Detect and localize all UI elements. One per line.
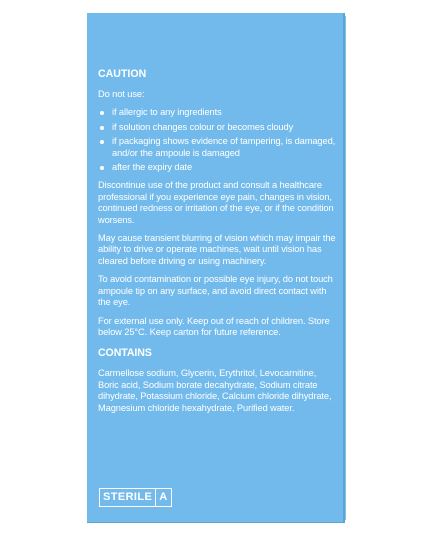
caution-heading: CAUTION — [98, 68, 147, 80]
caution-bullet-text: after the expiry date — [112, 162, 193, 173]
caution-bullet-text: if solution changes colour or becomes cloudy — [112, 121, 294, 132]
carton-panel — [87, 13, 345, 523]
caution-bullet — [98, 136, 336, 159]
caution-bullet-text: if packaging shows evidence of tampering, is damaged, and/or the ampoule is damaged — [112, 136, 336, 158]
caution-paragraph-storage: For external use only. Keep out of reach of children. Store below 25°C. Keep carton for future reference. — [98, 315, 330, 337]
caution-paragraph-blurring: May cause transient blurring of vision which may impair the ability to drive or operate machines, wait until vision has cleared before driving or using machinery. — [98, 233, 336, 266]
caution-paragraph-contamination: To avoid contamination or possible eye injury, do not touch ampoule tip on any surface, and avoid direct contact with the eye. — [98, 274, 333, 308]
sterile-badge-mark: A — [155, 489, 170, 506]
caution-bullet — [98, 162, 336, 173]
bullet-dot-icon — [100, 140, 104, 144]
caution-paragraph-discontinue: Discontinue use of the product and consult a healthcare professional if you experience eye pain, changes in vision, continued redness or irritation of the eye, or if the condition worsens. — [98, 180, 334, 225]
caution-bullet-text: if allergic to any ingredients — [112, 107, 222, 118]
contains-heading: CONTAINS — [98, 347, 152, 360]
bullet-dot-icon — [100, 126, 104, 130]
caution-bullet-list — [98, 107, 336, 173]
caution-bullet — [98, 107, 336, 118]
caution-bullet — [98, 122, 336, 133]
sterile-badge — [99, 488, 172, 507]
contains-ingredients: Carmellose sodium, Glycerin, Erythritol, Levocarnitine, Boric acid, Sodium borate decahydrate, Sodium citrate dihydrate, Potassium chloride, Calcium chloride dihydrate, Magnesium chloride hexahydrate, Purified water. — [98, 368, 332, 413]
caution-intro: Do not use: — [98, 89, 145, 99]
sterile-badge-word: STERILE — [103, 491, 153, 503]
bullet-dot-icon — [100, 111, 104, 115]
label-text — [98, 68, 336, 421]
bullet-dot-icon — [100, 166, 104, 170]
